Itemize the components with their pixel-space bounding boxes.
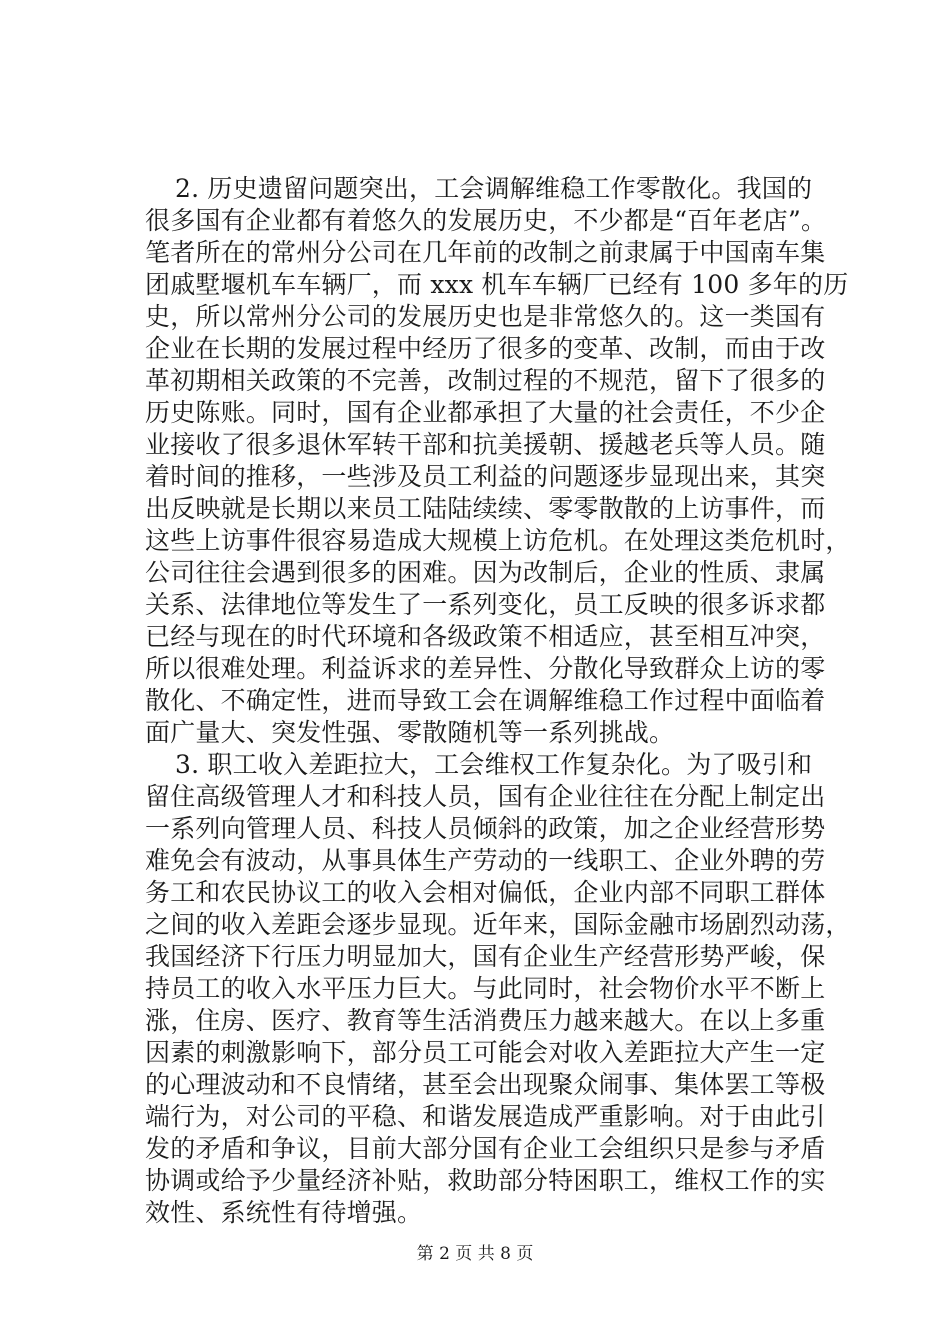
paragraph-2-line: 革初期相关政策的不完善，改制过程的不规范，留下了很多的 [145,366,826,395]
paragraph-2-line: 面广量大、突发性强、零散随机等一系列挑战。 [145,718,675,747]
paragraph-3-line: 之间的收入差距会逐步显现。近年来，国际金融市场剧烈动荡， [145,910,851,939]
paragraph-3-line: 端行为，对公司的平稳、和谐发展造成严重影响。对于由此引 [145,1102,826,1131]
paragraph-3-line: 的心理波动和不良情绪，甚至会出现聚众闹事、集体罢工等极 [145,1070,826,1099]
paragraph-2-line: 着时间的推移，一些涉及员工利益的问题逐步显现出来，其突 [145,462,826,491]
paragraph-2-line: 出反映就是长期以来员工陆陆续续、零零散散的上访事件，而 [145,494,826,523]
paragraph-3-line: 3. 职工收入差距拉大，工会维权工作复杂化。为了吸引和 [175,750,813,779]
paragraph-2-line: 关系、法律地位等发生了一系列变化，员工反映的很多诉求都 [145,590,826,619]
paragraph-3-line: 协调或给予少量经济补贴，救助部分特困职工，维权工作的实 [145,1166,826,1195]
paragraph-2-line: 2. 历史遗留问题突出，工会调解维稳工作零散化。我国的 [175,174,813,203]
paragraph-2-line: 散化、不确定性，进而导致工会在调解维稳工作过程中面临着 [145,686,826,715]
paragraph-3-line: 一系列向管理人员、科技人员倾斜的政策，加之企业经营形势 [145,814,826,843]
document-body [145,173,851,1229]
paragraph-2-line: 业接收了很多退休军转干部和抗美援朝、援越老兵等人员。随 [145,430,826,459]
paragraph-3-line: 涨，住房、医疗、教育等生活消费压力越来越大。在以上多重 [145,1006,826,1035]
paragraph-2-line: 笔者所在的常州分公司在几年前的改制之前隶属于中国南车集 [145,238,826,267]
paragraph-2-line: 史，所以常州分公司的发展历史也是非常悠久的。这一类国有 [145,302,826,331]
paragraph-2-line: 很多国有企业都有着悠久的发展历史，不少都是“百年老店”。 [145,206,827,235]
paragraph-3-line: 因素的刺激影响下，部分员工可能会对收入差距拉大产生一定 [145,1038,826,1067]
paragraph-2-line: 所以很难处理。利益诉求的差异性、分散化导致群众上访的零 [145,654,826,683]
paragraph-3-line: 难免会有波动，从事具体生产劳动的一线职工、企业外聘的劳 [145,846,826,875]
paragraph-3-line: 发的矛盾和争议，目前大部分国有企业工会组织只是参与矛盾 [145,1134,826,1163]
paragraph-3-line: 留住高级管理人才和科技人员，国有企业往往在分配上制定出 [145,782,826,811]
paragraph-2-line: 团戚墅堰机车车辆厂，而 xxx 机车车辆厂已经有 100 多年的历 [145,270,849,299]
paragraph-2-line: 企业在长期的发展过程中经历了很多的变革、改制，而由于改 [145,334,826,363]
paragraph-2-line: 已经与现在的时代环境和各级政策不相适应，甚至相互冲突， [145,622,826,651]
paragraph-3-line: 务工和农民协议工的收入会相对偏低，企业内部不同职工群体 [145,878,826,907]
paragraph-3-line: 我国经济下行压力明显加大，国有企业生产经营形势严峻，保 [145,942,826,971]
paragraph-3-line: 持员工的收入水平压力巨大。与此同时，社会物价水平不断上 [145,974,826,1003]
page-footer: 第 2 页 共 8 页 [416,1244,534,1264]
paragraph-3-line: 效性、系统性有待增强。 [145,1198,423,1227]
paragraph-2-line: 这些上访事件很容易造成大规模上访危机。在处理这类危机时， [145,526,851,555]
paragraph-2-line: 公司往往会遇到很多的困难。因为改制后，企业的性质、隶属 [145,558,826,587]
paragraph-2-line: 历史陈账。同时，国有企业都承担了大量的社会责任，不少企 [145,398,826,427]
